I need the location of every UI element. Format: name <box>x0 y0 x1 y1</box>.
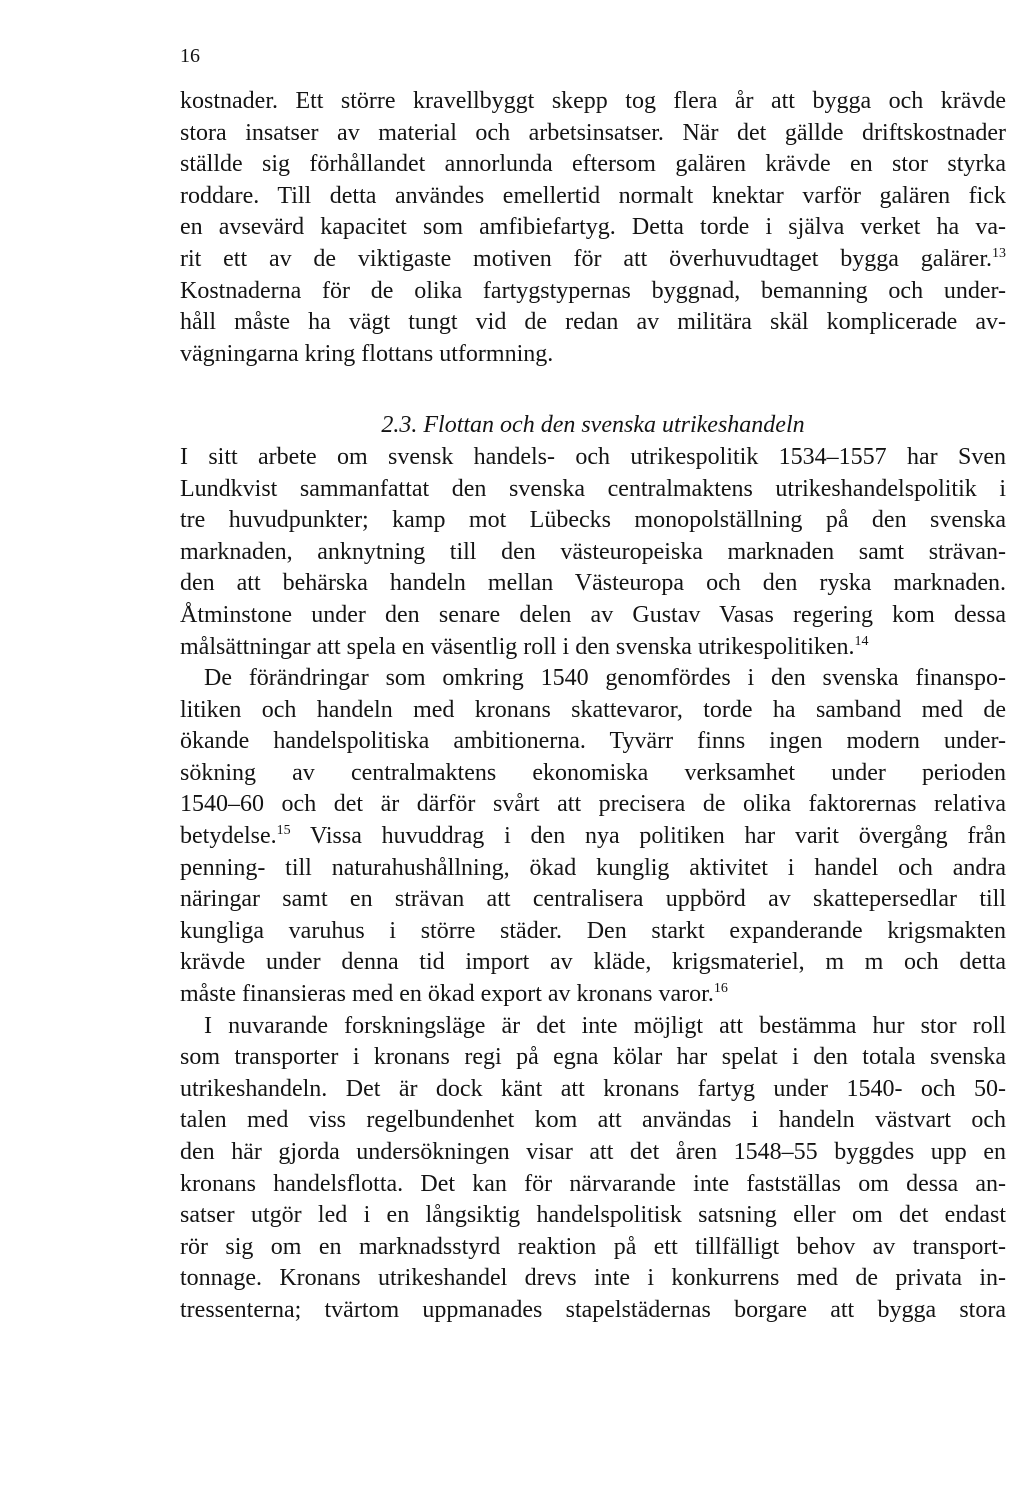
text-line: marknaden, anknytning till den västeuropeiska marknaden samt strävan- <box>180 538 1006 565</box>
paragraph <box>180 1011 1006 1327</box>
text-line: näringar samt en strävan att centralisera uppbörd av skattepersedlar till <box>180 886 1006 913</box>
text-line: håll måste ha vägt tungt vid de redan av militära skäl komplicerade av- <box>180 309 1006 336</box>
text-segment: måste finansieras med en ökad export av kronans varor. <box>180 981 714 1008</box>
text-line <box>180 979 1006 1011</box>
text-line <box>180 244 1006 276</box>
text-line: I nuvarande forskningsläge är det inte möjligt att bestämma hur stor roll <box>204 1012 1006 1039</box>
text-line: kungliga varuhus i större städer. Den starkt expanderande krigsmakten <box>180 917 1006 944</box>
text-line: penning- till naturahushållning, ökad kunglig aktivitet i handel och andra <box>180 854 1006 881</box>
text-line: talen med viss regelbundenhet kom att användas i handeln västvart och <box>180 1107 1006 1134</box>
text-segment: målsättningar att spela en väsentlig roll i den svenska utrikespolitiken. <box>180 633 855 660</box>
paragraph <box>180 663 1006 1011</box>
text-line: ställde sig förhållandet annorlunda eftersom galären krävde en stor styrka <box>180 151 1006 178</box>
text-line: I sitt arbete om svensk handels- och utrikespolitik 1534–1557 har Sven <box>180 443 1006 470</box>
footnote-marker: 13 <box>992 245 1006 261</box>
text-line: som transporter i kronans regi på egna kölar har spelat i den totala svenska <box>180 1044 1006 1071</box>
text-line: stora insatser av material och arbetsinsatser. När det gällde driftskostnader <box>180 119 1006 146</box>
text-line: vägningarna kring flottans utformning. <box>180 340 554 367</box>
text-line: en avsevärd kapacitet som amfibiefartyg. Detta torde i själva verket ha va- <box>180 214 1006 241</box>
text-line: Åtminstone under den senare delen av Gustav Vasas regering kom dessa <box>180 601 1006 628</box>
text-segment: rit ett av de viktigaste motiven för att överhuvudtaget bygga galärer. <box>180 245 992 272</box>
text-line: ökande handelspolitiska ambitionerna. Tyvärr finns ingen modern under- <box>180 728 1006 755</box>
text-line: tre huvudpunkter; kamp mot Lübecks monopolställning på den svenska <box>180 507 1006 534</box>
text-line: De förändringar som omkring 1540 genomfördes i den svenska finanspo- <box>204 665 1006 692</box>
text-line: sökning av centralmaktens ekonomiska verksamhet under perioden <box>180 759 1006 786</box>
text-line <box>180 632 1006 664</box>
spacer <box>180 370 1006 410</box>
text-line: krävde under denna tid import av kläde, krigsmateriel, m m och detta <box>180 949 1006 976</box>
footnote-marker: 15 <box>276 823 291 839</box>
footnote-marker: 14 <box>854 633 869 649</box>
text-line: roddare. Till detta användes emellertid normalt knektar varför galären fick <box>180 182 1006 209</box>
paragraph <box>180 86 1006 370</box>
page-number: 16 <box>180 45 200 67</box>
text-line: Kostnaderna för de olika fartygstypernas byggnad, bemanning och under- <box>180 277 1006 304</box>
text-segment: Vissa huvuddrag i den nya politiken har varit övergång från <box>290 823 1006 850</box>
section-heading: 2.3. Flottan och den svenska utrikeshandeln <box>381 412 805 439</box>
text-line: rör sig om en marknadsstyrd reaktion på ett tillfälligt behov av transport- <box>180 1233 1006 1260</box>
text-segment: betydelse. <box>180 823 277 850</box>
text-line: tressenterna; tvärtom uppmanades stapelstädernas borgare att bygga stora <box>180 1296 1006 1323</box>
text-line: litiken och handeln med kronans skattevaror, torde ha samband med de <box>180 696 1006 723</box>
text-line: satser utgör led i en långsiktig handelspolitisk satsning eller om det endast <box>180 1202 1006 1229</box>
text-line: den att behärska handeln mellan Västeuropa och den ryska marknaden. <box>180 570 1006 597</box>
paragraph <box>180 442 1006 663</box>
text-line: utrikeshandeln. Det är dock känt att kronans fartyg under 1540- och 50- <box>180 1075 1006 1102</box>
text-line: kostnader. Ett större kravellbyggt skepp tog flera år att bygga och krävde <box>180 88 1006 114</box>
text-line: Lundkvist sammanfattat den svenska centralmaktens utrikeshandelspolitik i <box>180 475 1006 502</box>
text-line: tonnage. Kronans utrikeshandel drevs inte i konkurrens med de privata in- <box>180 1265 1006 1292</box>
text-line <box>180 821 1006 853</box>
body-text <box>180 86 1006 1327</box>
text-line: den här gjorda undersökningen visar att det åren 1548–55 byggdes upp en <box>180 1139 1006 1165</box>
text-line: 1540–60 och det är därför svårt att precisera de olika faktorernas relativa <box>180 791 1006 818</box>
footnote-marker: 16 <box>713 981 728 997</box>
text-line: kronans handelsflotta. Det kan för närvarande inte fastställas om dessa an- <box>180 1170 1006 1197</box>
